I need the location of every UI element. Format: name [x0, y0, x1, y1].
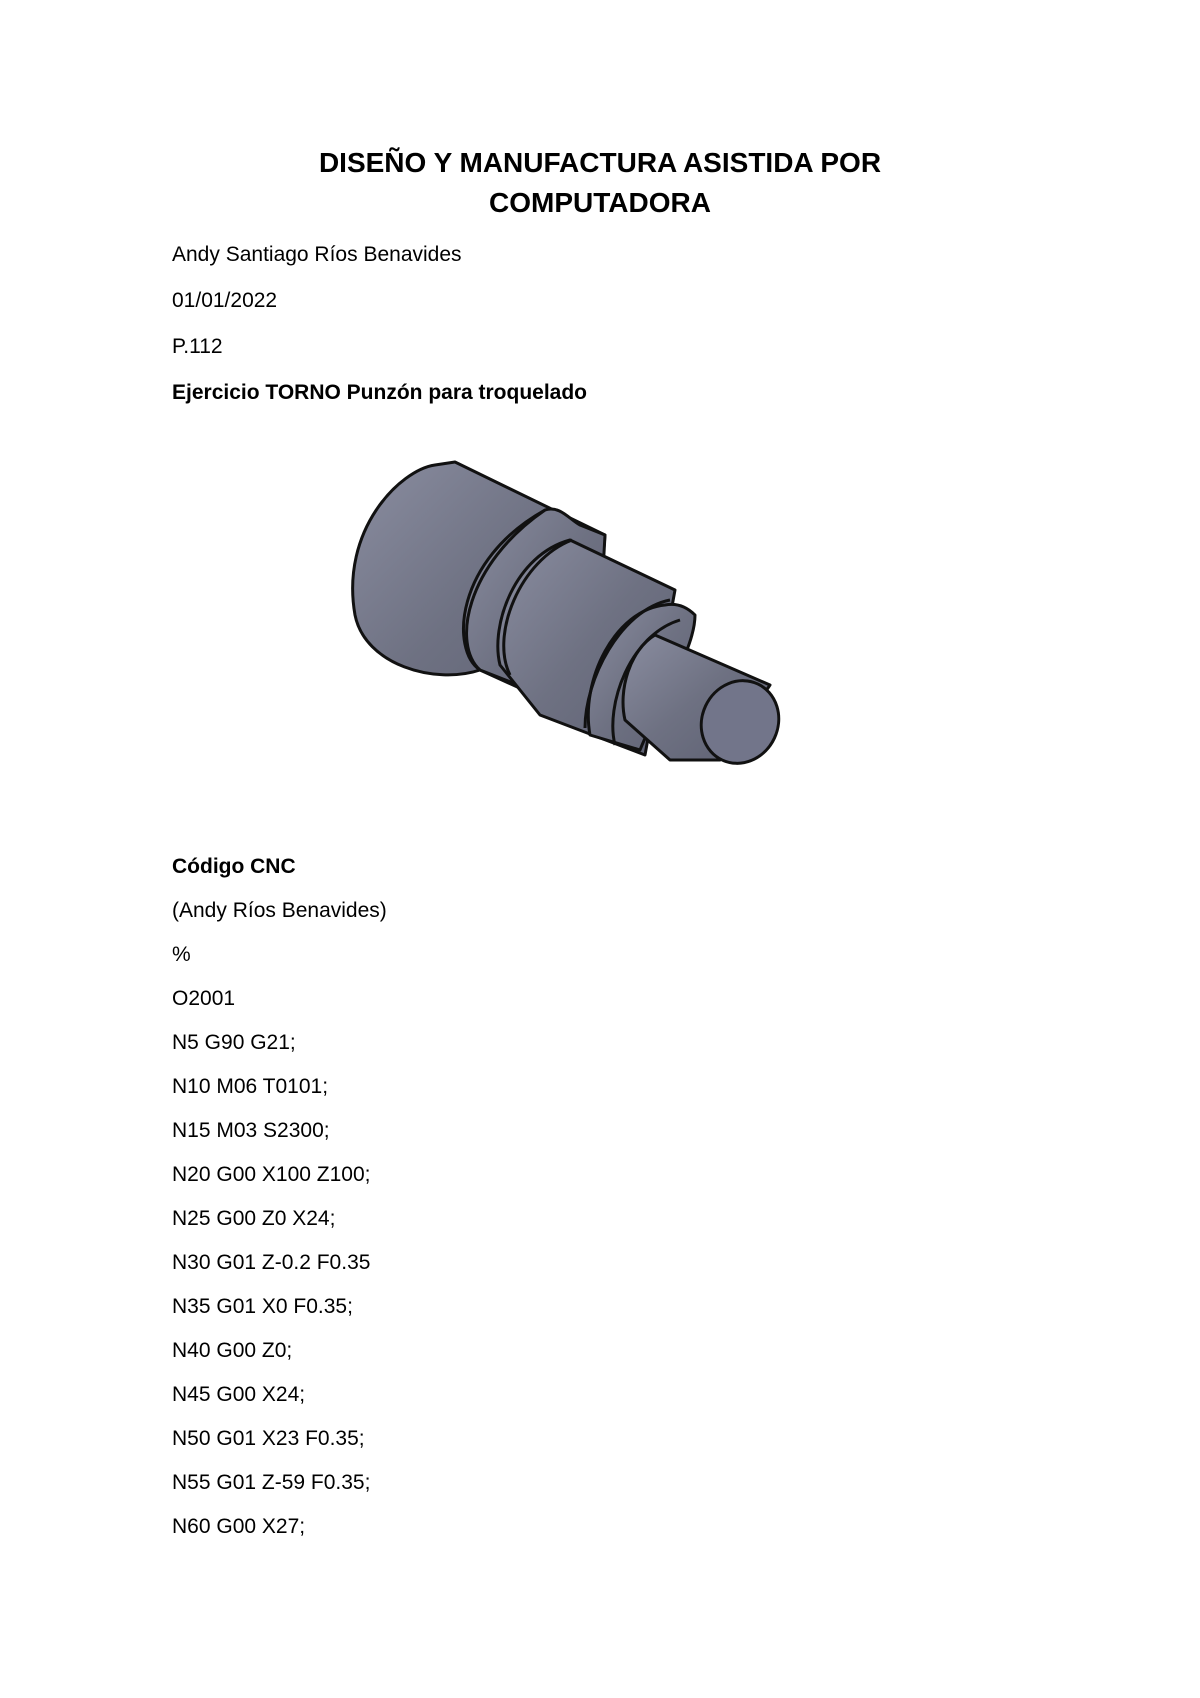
code-line: N25 G00 Z0 X24;	[172, 1207, 336, 1230]
title-line-2: COMPUTADORA	[489, 187, 711, 218]
code-line: N10 M06 T0101;	[172, 1075, 329, 1098]
code-line: N45 G00 X24;	[172, 1383, 306, 1406]
document-title	[140, 143, 1060, 223]
code-line: N20 G00 X100 Z100;	[172, 1163, 371, 1186]
code-line: N50 G01 X23 F0.35;	[172, 1427, 365, 1450]
code-line: N15 M03 S2300;	[172, 1119, 330, 1142]
document-date: 01/01/2022	[172, 289, 278, 312]
code-line: N55 G01 Z-59 F0.35;	[172, 1471, 371, 1494]
author-name: Andy Santiago Ríos Benavides	[172, 243, 462, 266]
stepped-cylinder-3d-model	[340, 450, 830, 810]
code-line: N35 G01 X0 F0.35;	[172, 1295, 353, 1318]
page-reference: P.112	[172, 335, 223, 358]
code-line: N5 G90 G21;	[172, 1031, 296, 1054]
code-line: %	[172, 943, 191, 966]
code-heading: Código CNC	[172, 855, 296, 878]
exercise-heading: Ejercicio TORNO Punzón para troquelado	[172, 381, 588, 404]
code-line: N60 G00 X27;	[172, 1515, 306, 1538]
code-line: O2001	[172, 987, 236, 1010]
code-line: N30 G01 Z-0.2 F0.35	[172, 1251, 371, 1274]
code-comment: (Andy Ríos Benavides)	[172, 899, 387, 922]
title-line-1: DISEÑO Y MANUFACTURA ASISTIDA POR	[318, 147, 882, 178]
code-line: N40 G00 Z0;	[172, 1339, 293, 1362]
